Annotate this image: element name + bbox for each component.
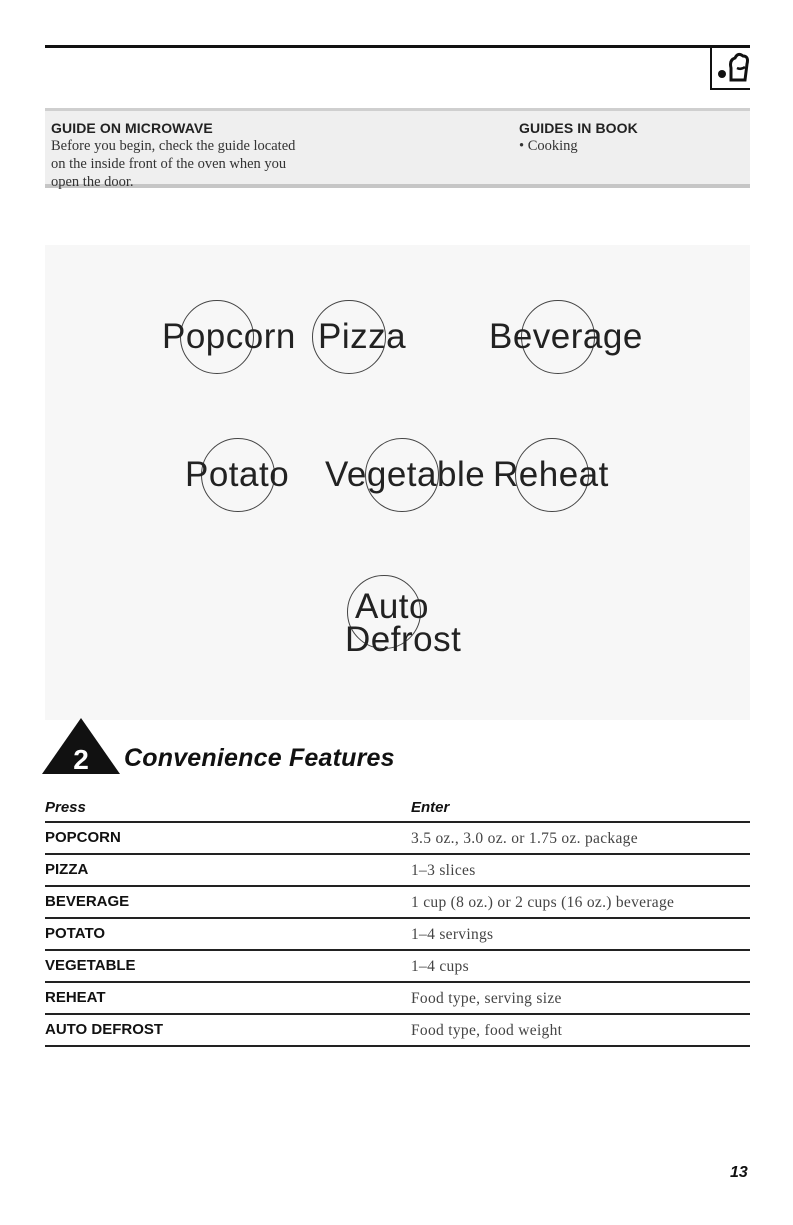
enter-cell: 1–3 slices: [411, 862, 476, 879]
feature-table: [45, 797, 750, 1047]
guide-box: [45, 108, 750, 188]
triangle-icon: [40, 717, 122, 775]
enter-cell: Food type, serving size: [411, 990, 562, 1007]
guides-in-book: [519, 119, 739, 155]
press-cell: BEVERAGE: [45, 893, 130, 910]
enter-cell: 3.5 oz., 3.0 oz. or 1.75 oz. package: [411, 830, 638, 847]
table-row: [45, 823, 750, 855]
guide-line: on the inside front of the oven when you: [51, 156, 287, 172]
press-cell: AUTO DEFROST: [45, 1021, 164, 1038]
guide-heading: GUIDE ON MICROWAVE: [51, 120, 213, 136]
guide-on-microwave: [51, 119, 431, 191]
table-row: [45, 1015, 750, 1047]
key-label: Reheat: [493, 455, 609, 494]
guide-item: • Cooking: [519, 138, 578, 154]
table-row: [45, 919, 750, 951]
press-cell: PIZZA: [45, 861, 89, 878]
key-label: Beverage: [489, 317, 643, 356]
guide-heading: GUIDES IN BOOK: [519, 120, 638, 136]
guide-line: Before you begin, check the guide located: [51, 138, 296, 154]
header-press: Press: [45, 799, 86, 816]
key-label: Pizza: [318, 317, 407, 356]
table-header: [45, 797, 750, 823]
press-cell: POTATO: [45, 925, 105, 942]
step-number: 2: [73, 744, 89, 775]
bullet-icon: [718, 70, 726, 78]
header-enter: Enter: [411, 799, 450, 816]
table-row: [45, 951, 750, 983]
enter-cell: Food type, food weight: [411, 1022, 563, 1039]
key-label: Vegetable: [325, 455, 486, 494]
page-number: 13: [730, 1164, 748, 1181]
chef-hat-icon: [727, 50, 749, 86]
top-rule: [45, 45, 750, 48]
table-row: [45, 855, 750, 887]
key-label: Auto: [355, 587, 429, 626]
key-label: Potato: [185, 455, 290, 494]
enter-cell: 1 cup (8 oz.) or 2 cups (16 oz.) beverage: [411, 894, 675, 911]
guide-line: open the door.: [51, 174, 134, 190]
section-tab: [710, 48, 750, 90]
enter-cell: 1–4 servings: [411, 926, 494, 943]
table-row: [45, 983, 750, 1015]
press-cell: REHEAT: [45, 989, 106, 1006]
press-cell: POPCORN: [45, 829, 121, 846]
key-label: Defrost: [345, 620, 462, 659]
section-title: Convenience Features: [124, 744, 395, 772]
enter-cell: 1–4 cups: [411, 958, 469, 975]
press-cell: VEGETABLE: [45, 957, 136, 974]
key-label: Popcorn: [162, 317, 296, 356]
table-row: [45, 887, 750, 919]
keypad-illustration: [45, 245, 750, 720]
